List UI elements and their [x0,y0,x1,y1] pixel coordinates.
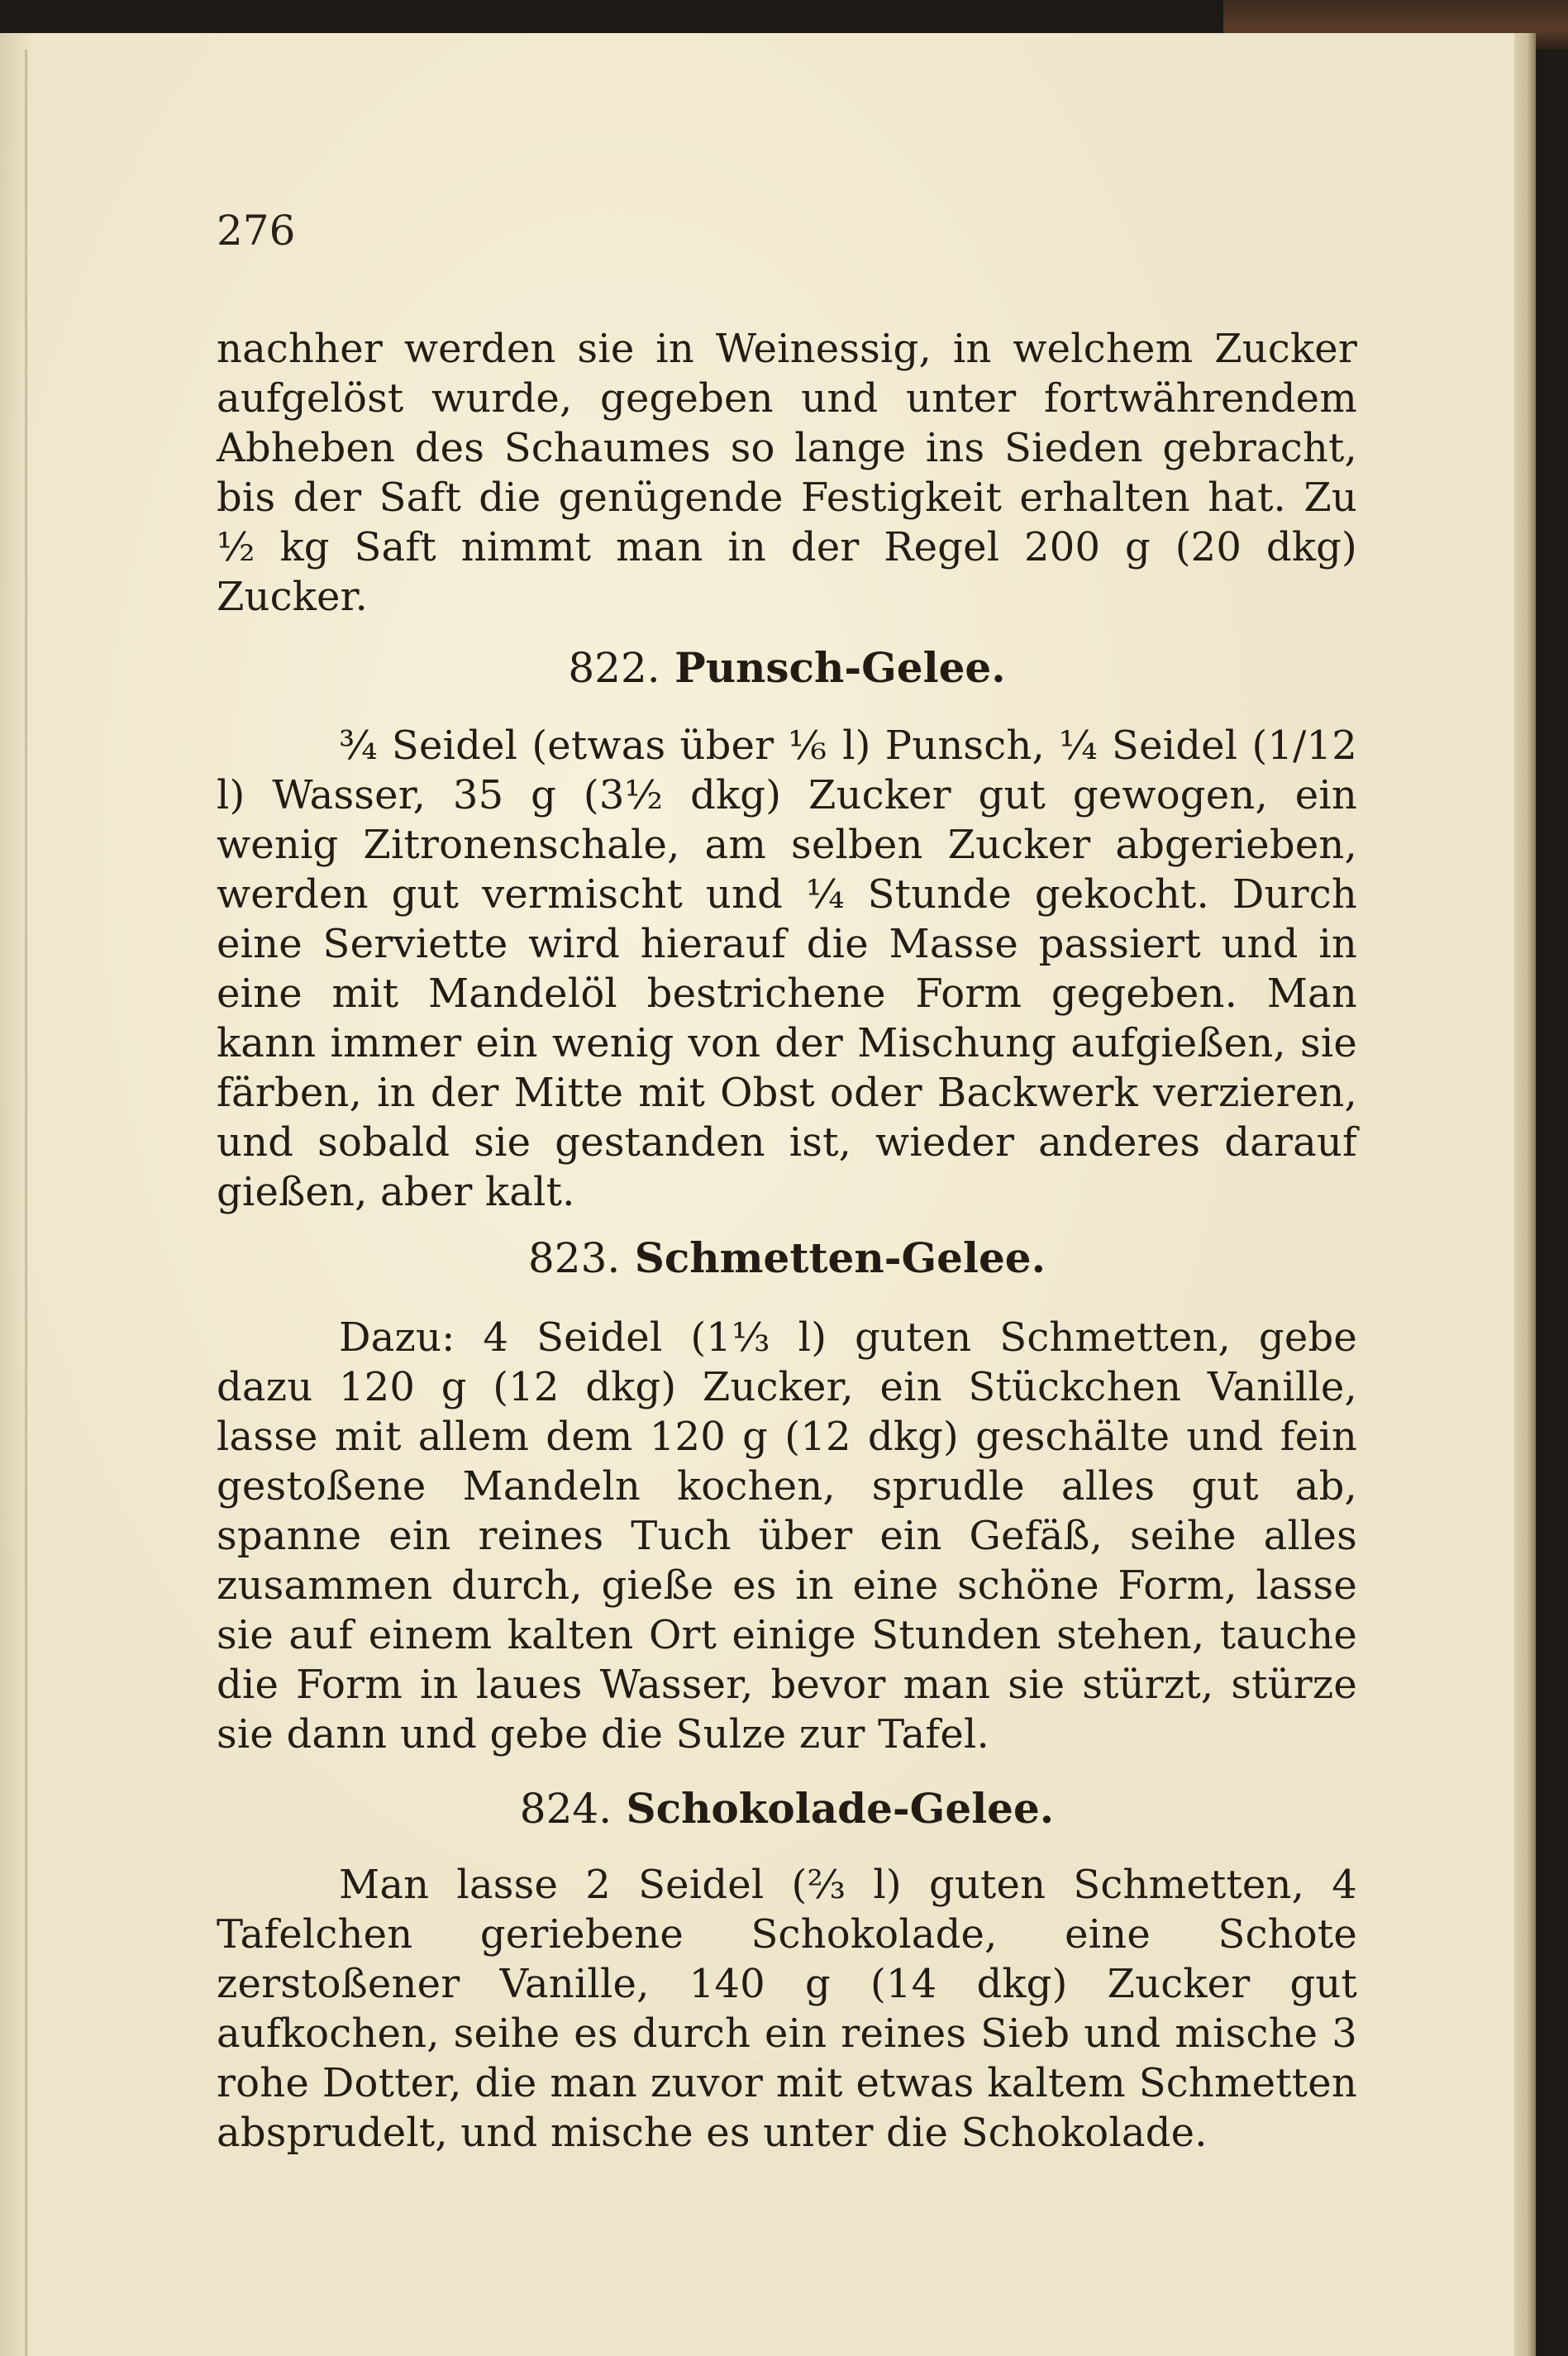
recipe-number: 824. [519,1785,612,1833]
paragraph-text: Man lasse 2 Seidel (⅔ l) guten Schmetten, 4 Tafelchen geriebene Schokolade, eine Schote zerstoßener Vanille, 140 g (14 dkg) Zucker gut aufkochen, seihe es durch ein reines Sieb und mische 3 rohe Dotter, die man zuvor mit etwas kaltem Schmetten absprudelt, und mische es unter die Schokolade. [217,1862,1357,2156]
paragraph-text: ¾ Seidel (etwas über ⅙ l) Punsch, ¼ Seidel (1/12 l) Wasser, 35 g (3½ dkg) Zucker gut gewogen, ein wenig Zitronenschale, am selben Zucker abgerieben, werden gut vermischt und ¼ Stunde gekocht. Durch eine Serviette wird hierauf die Masse passiert und in eine mit Mandelöl bestrichene Form gegeben. Man kann immer ein wenig von der Mischung aufgießen, sie färben, in der Mitte mit Obst oder Backwerk verzieren, und sobald sie gestanden ist, wieder anderes darauf gießen, aber kalt. [217,723,1357,1215]
paragraph-text: Dazu: 4 Seidel (1⅓ l) guten Schmetten, gebe dazu 120 g (12 dkg) Zucker, ein Stückchen Vanille, lasse mit allem dem 120 g (12 dkg) geschälte und fein gestoßene Mandeln kochen, sprudle alles gut ab, spanne ein reines Tuch über ein Gefäß, seihe alles zusammen durch, gieße es in eine schöne Form, lasse sie auf einem kalten Ort einige Stunden stehen, tauche die Form in laues Wasser, bevor man sie stürzt, stürze sie dann und gebe die Sulze zur Tafel. [217,1314,1357,1757]
recipe-number: 823. [527,1234,621,1282]
recipe-title: Schokolade-Gelee. [626,1784,1055,1833]
recipe-body-824 [217,1860,1357,2158]
recipe-heading-823 [217,1233,1357,1282]
page-number: 276 [217,207,296,255]
page-edge [1514,33,1536,2356]
recipe-heading-824 [217,1784,1357,1833]
paragraph-text: nachher werden sie in Weinessig, in welchem Zucker aufgelöst wurde, gegeben und unter fortwährendem Abheben des Schaumes so lange ins Sieden gebracht, bis der Saft die genügende Festigkeit erhalten hat. Zu ½ kg Saft nimmt man in der Regel 200 g (20 dkg) Zucker. [217,326,1357,620]
recipe-body-822 [217,721,1357,1217]
recipe-title: Punsch-Gelee. [674,643,1006,692]
recipe-heading-822 [217,643,1357,692]
recipe-body-823 [217,1313,1357,1759]
gutter-line [25,50,27,2356]
recipe-number: 822. [568,644,660,692]
continuation-paragraph [217,324,1357,622]
recipe-title: Schmetten-Gelee. [634,1233,1046,1282]
